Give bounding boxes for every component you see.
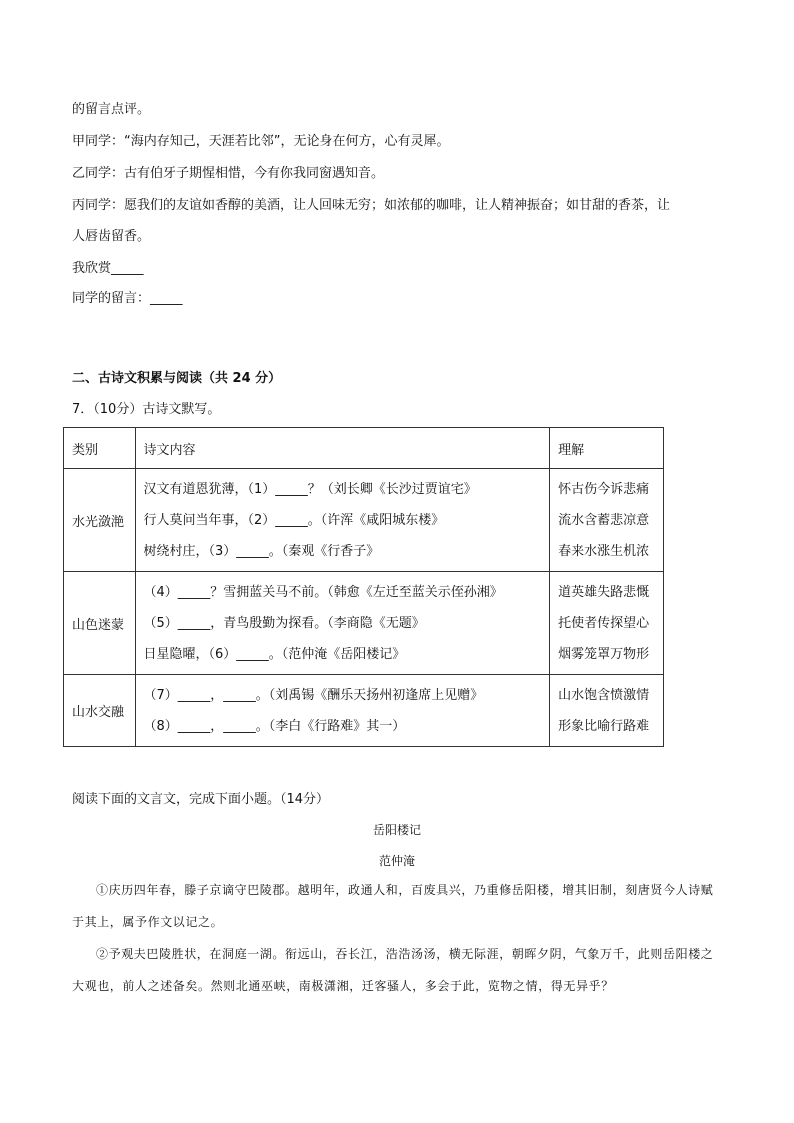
understanding-line: 流水含蓄悲凉意 <box>558 512 650 528</box>
row-category: 山水交融 <box>64 675 136 747</box>
intro-line-2: 乙同学：古有伯牙子期惺相惜，今有你我同窗遇知音。 <box>72 166 385 181</box>
table-row <box>64 675 664 747</box>
intro-line-0: 的留言点评。 <box>72 102 151 117</box>
row-content <box>135 469 550 572</box>
understanding-line: 形象比喻行路难 <box>558 718 650 734</box>
content-line: （5）_____，青鸟殷勤为探看。（李商隐《无题》 <box>143 615 425 631</box>
row-understanding <box>550 572 664 675</box>
content-line: 行人莫问当年事，（2）_____。（许浑《咸阳城东楼》 <box>143 512 445 528</box>
reading-instruction: 阅读下面的文言文，完成下面小题。（14分） <box>72 792 330 807</box>
understanding-line: 烟雾笼罩万物形 <box>558 646 650 662</box>
poem-table <box>63 427 664 747</box>
understanding-line: 春来水涨生机浓 <box>558 543 650 559</box>
passage-title: 岳阳楼记 <box>372 823 421 837</box>
content-line: （4）_____？雪拥蓝关马不前。（韩愈《左迁至蓝关示侄孙湘》 <box>143 584 503 600</box>
row-category: 水光潋滟 <box>64 469 136 572</box>
content-line: （8）_____，_____。（李白《行路难》其一） <box>143 718 406 734</box>
passage-paragraph-1: ①庆历四年春，滕子京谪守巴陵郡。越明年，政通人和，百废具兴，乃重修岳阳楼，增其旧制，刻唐贤今人诗赋于其上，属予作文以记之。 <box>72 883 714 929</box>
understanding-line: 怀古伤今诉悲痛 <box>558 481 650 497</box>
passage-author: 范仲淹 <box>378 854 415 868</box>
intro-line-3: 丙同学：愿我们的友谊如香醇的美酒，让人回味无穷；如浓郁的咖啡，让人精神振奋；如甘甜的香茶，让 <box>72 198 671 213</box>
content-line: （7）_____，_____。（刘禹锡《酬乐天扬州初逢席上见赠》 <box>143 687 484 703</box>
row-content <box>135 675 550 747</box>
content-line: 树绕村庄，（3）_____。（秦观《行香子》 <box>143 543 380 559</box>
understanding-line: 山水饱含愤激情 <box>558 687 650 703</box>
row-understanding <box>550 469 664 572</box>
row-understanding <box>550 675 664 747</box>
passage-paragraph-2: ②予观夫巴陵胜状，在洞庭一湖。衔远山，吞长江，浩浩汤汤，横无际涯，朝晖夕阴，气象万千，此则岳阳楼之大观也，前人之述备矣。然则北通巫峡，南极潇湘，迁客骚人，多会于此，览物之情，得无异乎？ <box>72 947 714 993</box>
header-category: 类别 <box>64 428 136 469</box>
intro-line-1: 甲同学：“海内存知己，天涯若比邻”，无论身在何方，心有灵犀。 <box>72 134 450 149</box>
row-content <box>135 572 550 675</box>
header-understanding: 理解 <box>550 428 664 469</box>
row-category: 山色迷蒙 <box>64 572 136 675</box>
table-header-row <box>64 428 664 469</box>
section-heading: 二、古诗文积累与阅读（共 24 分） <box>72 371 282 386</box>
question-7: 7．（10分）古诗文默写。 <box>72 402 221 417</box>
content-line: 汉文有道恩犹薄，（1）_____？（刘长卿《长沙过贾谊宅》 <box>143 481 477 497</box>
intro-line-6: 同学的留言：_____ <box>72 291 183 306</box>
table-row <box>64 572 664 675</box>
table-row <box>64 469 664 572</box>
intro-line-4: 人唇齿留香。 <box>72 229 151 244</box>
understanding-line: 托使者传探望心 <box>558 615 650 631</box>
content-line: 日星隐曜，（6）_____。（范仲淹《岳阳楼记》 <box>143 646 406 662</box>
understanding-line: 道英雄失路悲慨 <box>558 584 650 600</box>
intro-line-5: 我欣赏_____ <box>72 261 144 276</box>
header-content: 诗文内容 <box>135 428 550 469</box>
